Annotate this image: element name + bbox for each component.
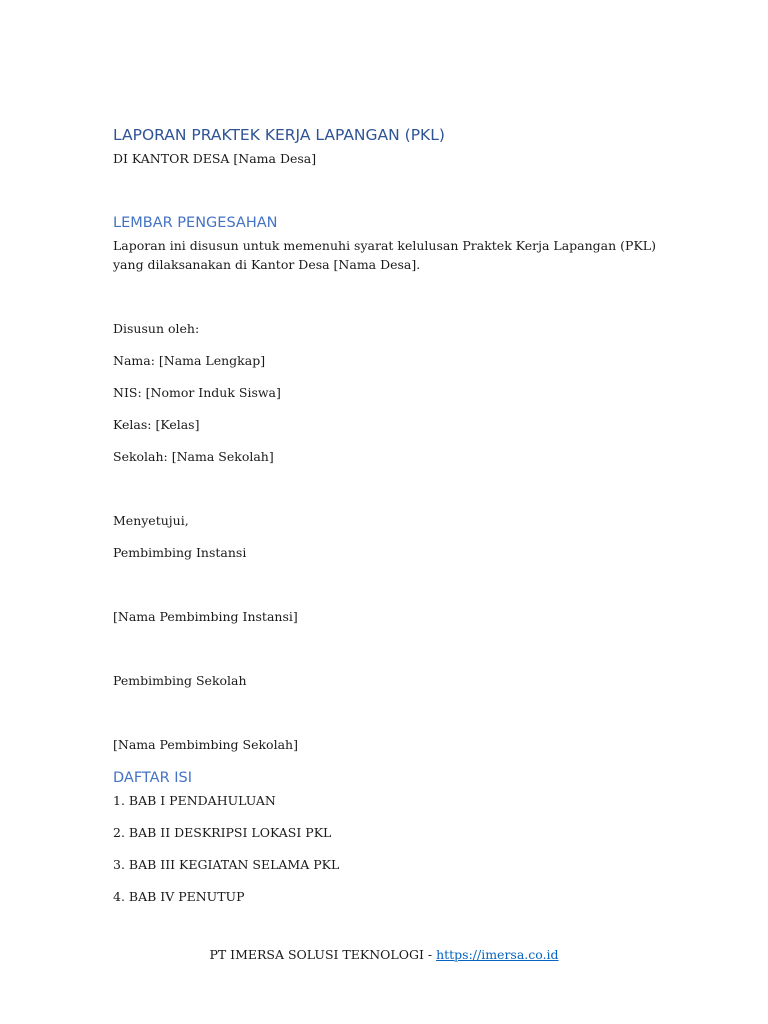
daftar-isi-heading: DAFTAR ISI: [113, 770, 193, 786]
disusun-oleh-label: Disusun oleh:: [113, 321, 200, 336]
menyetujui-label: Menyetujui,: [113, 513, 189, 528]
pembimbing-sekolah-label: Pembimbing Sekolah: [113, 673, 247, 688]
toc-item: 3. BAB III KEGIATAN SELAMA PKL: [113, 857, 340, 872]
pengesahan-heading: LEMBAR PENGESAHAN: [113, 215, 278, 231]
pembimbing-instansi-label: Pembimbing Instansi: [113, 545, 247, 560]
footer-link[interactable]: https://imersa.co.id: [436, 947, 559, 962]
document-title: LAPORAN PRAKTEK KERJA LAPANGAN (PKL): [113, 126, 445, 144]
toc-item: 4. BAB IV PENUTUP: [113, 889, 245, 904]
footer-company: PT IMERSA SOLUSI TEKNOLOGI -: [209, 947, 437, 962]
toc-item: 2. BAB II DESKRIPSI LOKASI PKL: [113, 825, 332, 840]
pembimbing-instansi-name: [Nama Pembimbing Instansi]: [113, 609, 298, 624]
kelas-field: Kelas: [Kelas]: [113, 417, 200, 432]
pembimbing-sekolah-name: [Nama Pembimbing Sekolah]: [113, 737, 298, 752]
pengesahan-paragraph: Laporan ini disusun untuk memenuhi syarat kelulusan Praktek Kerja Lapangan (PKL) yang dilaksanakan di Kantor Desa [Nama Desa].: [113, 238, 656, 272]
page-footer: [0, 945, 768, 964]
document-subtitle: DI KANTOR DESA [Nama Desa]: [113, 151, 317, 166]
nama-field: Nama: [Nama Lengkap]: [113, 353, 266, 368]
nis-field: NIS: [Nomor Induk Siswa]: [113, 385, 281, 400]
toc-item: 1. BAB I PENDAHULUAN: [113, 793, 276, 808]
sekolah-field: Sekolah: [Nama Sekolah]: [113, 449, 274, 464]
